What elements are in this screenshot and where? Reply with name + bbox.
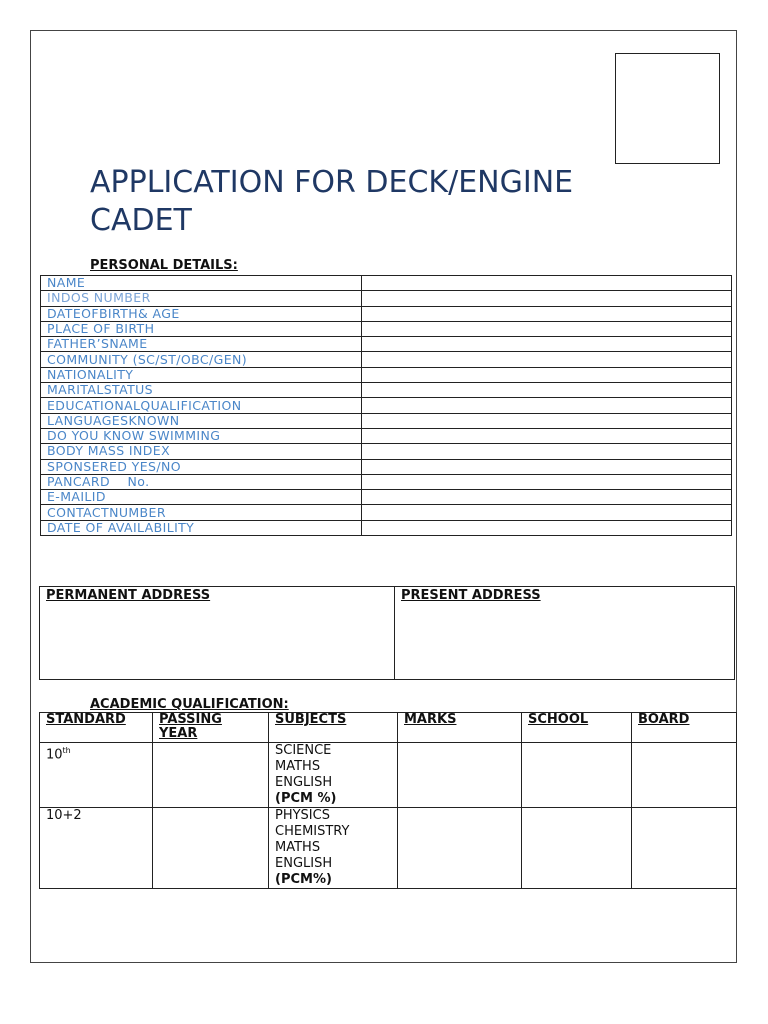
form-title: APPLICATION FOR DECK/ENGINE CADET [90, 165, 574, 238]
table-row [41, 490, 732, 505]
field-label: DATEOFBIRTH& AGE [41, 306, 362, 321]
table-row [41, 337, 732, 352]
field-value-dob[interactable] [362, 306, 732, 321]
field-label: NATIONALITY [41, 367, 362, 382]
field-label: COMMUNITY (SC/ST/OBC/GEN) [41, 352, 362, 367]
standard-cell: 10th [40, 743, 153, 808]
column-header-marks: MARKS [398, 713, 522, 743]
field-value-community[interactable] [362, 352, 732, 367]
permanent-address-field[interactable] [40, 587, 395, 680]
table-row [41, 276, 732, 291]
board-cell[interactable] [632, 743, 737, 808]
field-value-availability[interactable] [362, 520, 732, 535]
board-cell[interactable] [632, 808, 737, 889]
field-value-nationality[interactable] [362, 367, 732, 382]
school-cell[interactable] [522, 743, 632, 808]
table-row [41, 291, 732, 306]
academic-table [39, 712, 737, 889]
table-row [41, 413, 732, 428]
field-label: EDUCATIONALQUALIFICATION [41, 398, 362, 413]
table-row [41, 505, 732, 520]
present-address-field[interactable] [395, 587, 735, 680]
field-value-marital-status[interactable] [362, 383, 732, 398]
column-header-school: SCHOOL [522, 713, 632, 743]
marks-cell[interactable] [398, 743, 522, 808]
table-row [40, 743, 737, 808]
table-row [41, 306, 732, 321]
field-value-indos[interactable] [362, 291, 732, 306]
photo-box[interactable] [615, 53, 720, 164]
field-value-fathers-name[interactable] [362, 337, 732, 352]
present-address-label: PRESENT ADDRESS [401, 588, 541, 603]
column-header-board: BOARD [632, 713, 737, 743]
academic-qualification-heading: ACADEMIC QUALIFICATION: [90, 697, 289, 712]
table-row [40, 808, 737, 889]
field-value-pancard[interactable] [362, 474, 732, 489]
field-value-place-of-birth[interactable] [362, 321, 732, 336]
field-label: BODY MASS INDEX [41, 444, 362, 459]
field-label: MARITALSTATUS [41, 383, 362, 398]
field-label: CONTACTNUMBER [41, 505, 362, 520]
table-row [41, 428, 732, 443]
table-header-row [40, 713, 737, 743]
table-row [41, 367, 732, 382]
field-value-education[interactable] [362, 398, 732, 413]
field-label: INDOS NUMBER [41, 291, 362, 306]
field-value-contact[interactable] [362, 505, 732, 520]
address-table [39, 586, 735, 680]
field-label: LANGUAGESKNOWN [41, 413, 362, 428]
table-row [41, 398, 732, 413]
passing-year-cell[interactable] [153, 743, 269, 808]
table-row [41, 520, 732, 535]
field-label: NAME [41, 276, 362, 291]
field-label: DATE OF AVAILABILITY [41, 520, 362, 535]
school-cell[interactable] [522, 808, 632, 889]
permanent-address-label: PERMANENT ADDRESS [46, 588, 211, 603]
marks-cell[interactable] [398, 808, 522, 889]
personal-details-heading: PERSONAL DETAILS: [90, 258, 238, 273]
personal-details-table [40, 275, 732, 536]
subjects-cell: SCIENCE MATHS ENGLISH (PCM %) [269, 743, 398, 808]
table-row [40, 587, 735, 680]
field-value-bmi[interactable] [362, 444, 732, 459]
field-label: FATHER’SNAME [41, 337, 362, 352]
column-header-passing-year: PASSING YEAR [153, 713, 269, 743]
field-label: PANCARD No. [41, 474, 362, 489]
table-row [41, 474, 732, 489]
field-label: DO YOU KNOW SWIMMING [41, 428, 362, 443]
field-label: SPONSERED YES/NO [41, 459, 362, 474]
table-row [41, 459, 732, 474]
table-row [41, 383, 732, 398]
table-row [41, 321, 732, 336]
column-header-subjects: SUBJECTS [269, 713, 398, 743]
field-label: PLACE OF BIRTH [41, 321, 362, 336]
field-value-name[interactable] [362, 276, 732, 291]
field-value-sponsored[interactable] [362, 459, 732, 474]
field-label: E-MAILID [41, 490, 362, 505]
column-header-standard: STANDARD [40, 713, 153, 743]
field-value-swimming[interactable] [362, 428, 732, 443]
subjects-cell: PHYSICS CHEMISTRY MATHS ENGLISH (PCM%) [269, 808, 398, 889]
field-value-email[interactable] [362, 490, 732, 505]
passing-year-cell[interactable] [153, 808, 269, 889]
table-row [41, 352, 732, 367]
table-row [41, 444, 732, 459]
field-value-languages[interactable] [362, 413, 732, 428]
standard-cell: 10+2 [40, 808, 153, 889]
